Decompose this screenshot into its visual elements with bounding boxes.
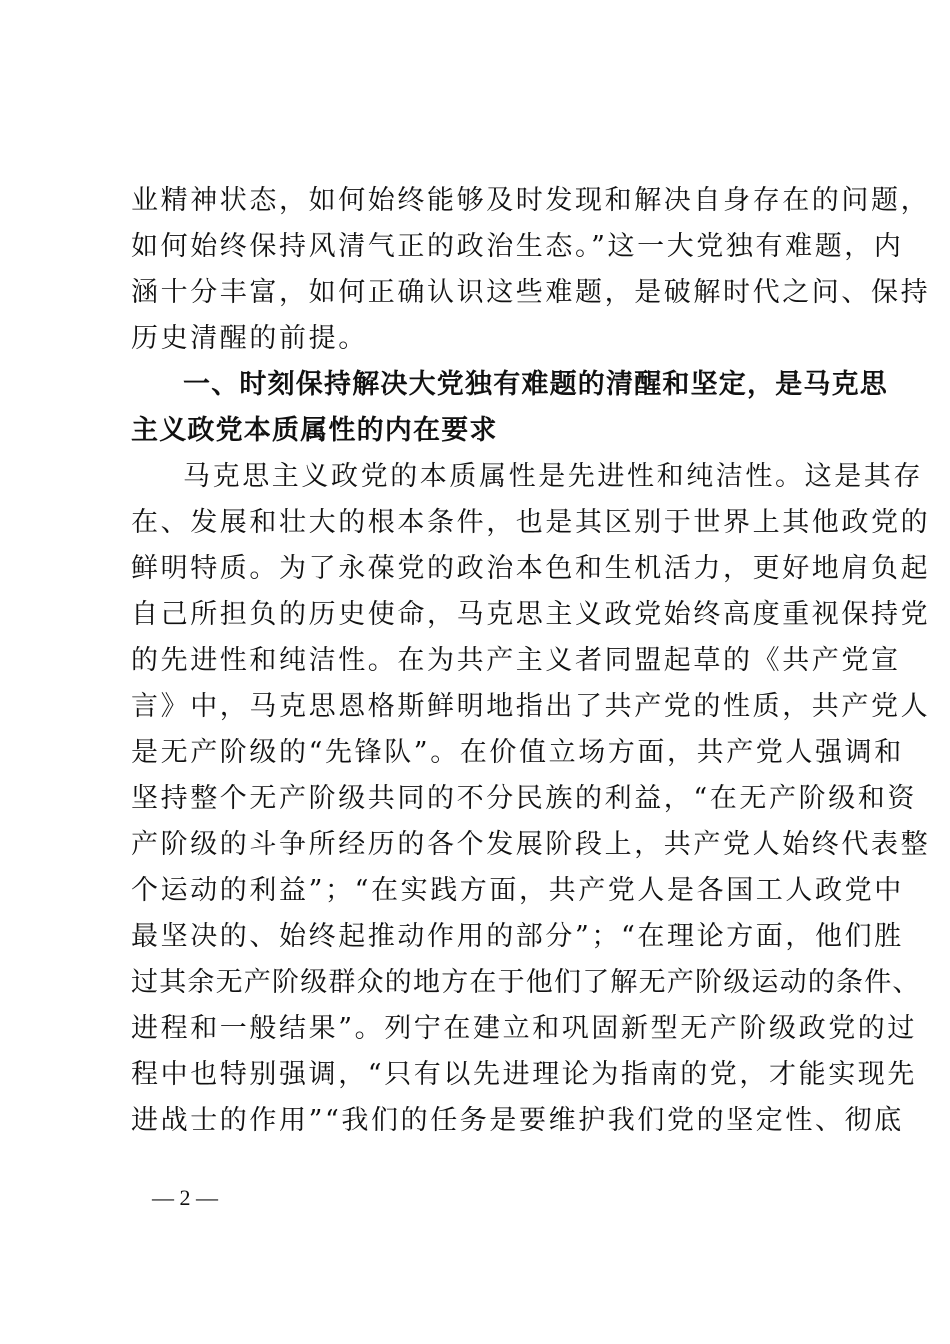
paragraph-line: 业精神状态，如何始终能够及时发现和解决自身存在的问题，	[131, 185, 931, 216]
paragraph-line: 是无产阶级的“先锋队”。在价值立场方面，共产党人强调和	[131, 737, 904, 768]
paragraph-line: 在、发展和壮大的根本条件，也是其区别于世界上其他政党的	[131, 507, 931, 538]
paragraph-line: 的先进性和纯洁性。在为共产主义者同盟起草的《共产党宣	[131, 645, 901, 676]
paragraph-line: 如何始终保持风清气正的政治生态。”这一大党独有难题，内	[131, 231, 904, 262]
paragraph-line: 进战士的作用”“我们的任务是要维护我们党的坚定性、彻底	[131, 1105, 904, 1136]
paragraph-line: 鲜明特质。为了永葆党的政治本色和生机活力，更好地肩负起	[131, 553, 931, 584]
paragraph-line: 最坚决的、始终起推动作用的部分”；“在理论方面，他们胜	[131, 921, 904, 952]
paragraph-line: 自己所担负的历史使命，马克思主义政党始终高度重视保持党	[131, 599, 931, 630]
section-heading-line: 主义政党本质属性的内在要求	[131, 415, 498, 446]
paragraph-line: 坚持整个无产阶级共同的不分民族的利益，“在无产阶级和资	[131, 783, 918, 814]
page-number: — 2 —	[152, 1185, 218, 1210]
paragraph-line: 个运动的利益”；“在实践方面，共产党人是各国工人政党中	[131, 875, 904, 906]
paragraph-line: 产阶级的斗争所经历的各个发展阶段上，共产党人始终代表整	[131, 829, 931, 860]
paragraph-line: 马克思主义政党的本质属性是先进性和纯洁性。这是其存	[183, 461, 923, 492]
paragraph-line: 历史清醒的前提。	[131, 323, 368, 354]
paragraph-line: 言》中，马克思恩格斯鲜明地指出了共产党的性质，共产党人	[131, 691, 931, 722]
paragraph-line: 过其余无产阶级群众的地方在于他们了解无产阶级运动的条件、	[131, 967, 921, 998]
paragraph-line: 程中也特别强调，“只有以先进理论为指南的党，才能实现先	[131, 1059, 918, 1090]
section-heading-line: 一、时刻保持解决大党独有难题的清醒和坚定，是马克思	[183, 369, 888, 400]
paragraph-line: 涵十分丰富，如何正确认识这些难题，是破解时代之问、保持	[131, 277, 931, 308]
paragraph-line: 进程和一般结果”。列宁在建立和巩固新型无产阶级政党的过	[131, 1013, 918, 1044]
